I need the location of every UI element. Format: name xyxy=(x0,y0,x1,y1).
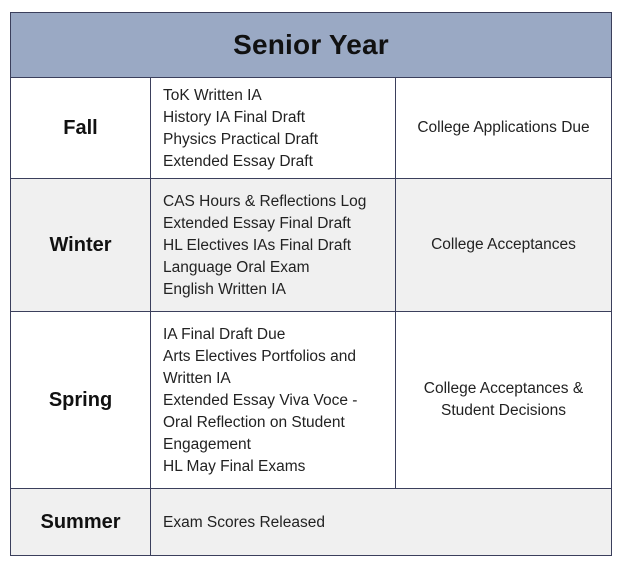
table-title: Senior Year xyxy=(233,29,389,60)
task-item: Arts Electives Portfolios and Written IA xyxy=(163,348,356,387)
season-label: Winter xyxy=(11,179,151,311)
task-item: Physics Practical Draft xyxy=(163,131,319,148)
senior-year-table xyxy=(10,12,612,556)
task-list xyxy=(151,489,611,555)
task-item: English Written IA xyxy=(163,281,286,298)
table-header xyxy=(11,13,611,78)
task-item: Extended Essay Draft xyxy=(163,153,313,170)
task-item: Extended Essay Final Draft xyxy=(163,215,351,232)
task-item: Exam Scores Released xyxy=(163,514,325,531)
season-label: Summer xyxy=(11,489,151,555)
task-item: Extended Essay Viva Voce - Oral Reflection on Student Engagement xyxy=(163,392,358,453)
task-item: History IA Final Draft xyxy=(163,109,306,126)
task-item: Language Oral Exam xyxy=(163,259,310,276)
season-label: Spring xyxy=(11,312,151,488)
task-item: HL May Final Exams xyxy=(163,458,306,475)
table-row-spring xyxy=(11,312,611,489)
task-item: CAS Hours & Reflections Log xyxy=(163,193,367,210)
season-label: Fall xyxy=(11,78,151,178)
table-row-fall xyxy=(11,78,611,179)
task-item: ToK Written IA xyxy=(163,87,262,104)
milestone: College Acceptances xyxy=(431,236,576,253)
milestone: College Applications Due xyxy=(417,119,590,136)
task-list xyxy=(151,312,396,488)
table-row-summer xyxy=(11,489,611,555)
milestone: College Acceptances & Student Decisions xyxy=(423,380,584,419)
task-item: IA Final Draft Due xyxy=(163,326,286,343)
task-list xyxy=(151,179,396,311)
task-list xyxy=(151,78,396,178)
table-row-winter xyxy=(11,179,611,312)
task-item: HL Electives IAs Final Draft xyxy=(163,237,352,254)
